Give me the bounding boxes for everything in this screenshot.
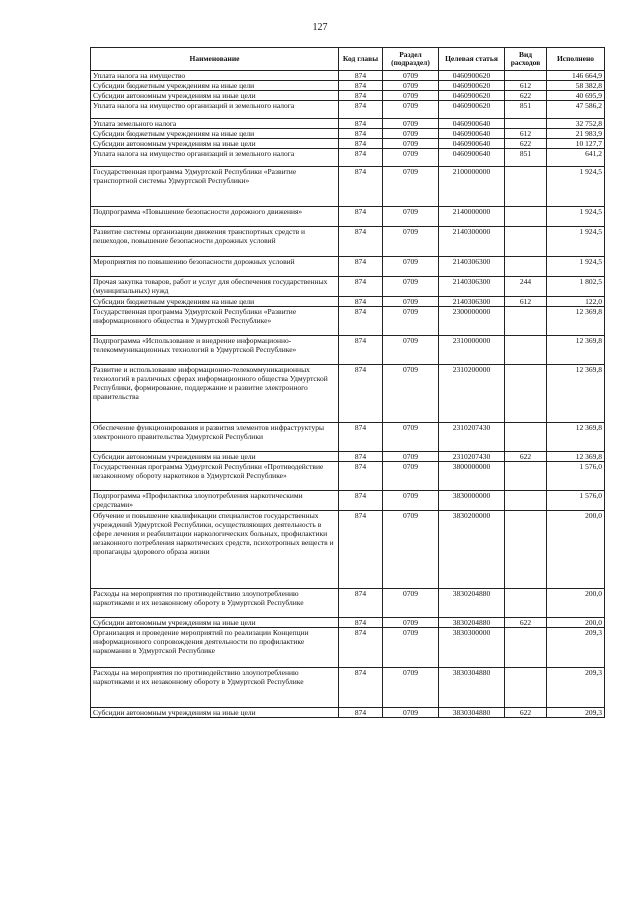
cell-type: 851 <box>505 149 547 167</box>
cell-code: 874 <box>339 129 383 139</box>
cell-code: 874 <box>339 297 383 307</box>
cell-amount: 1 802,5 <box>547 277 605 297</box>
cell-code: 874 <box>339 207 383 227</box>
cell-type <box>505 71 547 81</box>
cell-type <box>505 119 547 129</box>
cell-amount: 32 752,8 <box>547 119 605 129</box>
cell-name: Подпрограмма «Профилактика злоупотребления наркотическими средствами» <box>91 491 339 511</box>
cell-amount: 21 983,9 <box>547 129 605 139</box>
cell-amount: 1 576,0 <box>547 462 605 491</box>
cell-name: Государственная программа Удмуртской Республики «Развитие информационного общества в Удмуртской Республике» <box>91 307 339 336</box>
cell-target: 2310200000 <box>439 365 505 423</box>
cell-section: 0709 <box>383 462 439 491</box>
cell-type <box>505 668 547 708</box>
cell-name: Субсидии автономным учреждениям на иные цели <box>91 91 339 101</box>
cell-target: 3830000000 <box>439 491 505 511</box>
cell-target: 0460900620 <box>439 91 505 101</box>
table-row <box>91 71 605 81</box>
table-row <box>91 167 605 207</box>
cell-amount: 200,0 <box>547 618 605 628</box>
cell-section: 0709 <box>383 101 439 119</box>
cell-amount: 209,3 <box>547 668 605 708</box>
table-row <box>91 589 605 618</box>
cell-name: Государственная программа Удмуртской Республики «Противодействие незаконному обороту наркотиков в Удмуртской Республике» <box>91 462 339 491</box>
cell-name: Субсидии бюджетным учреждениям на иные цели <box>91 129 339 139</box>
cell-code: 874 <box>339 307 383 336</box>
cell-code: 874 <box>339 149 383 167</box>
cell-type <box>505 336 547 365</box>
cell-type <box>505 462 547 491</box>
cell-code: 874 <box>339 139 383 149</box>
budget-execution-table <box>90 47 605 718</box>
cell-type: 622 <box>505 708 547 718</box>
cell-name: Прочая закупка товаров, работ и услуг для обеспечения государственных (муниципальных) нужд <box>91 277 339 297</box>
cell-name: Развитие и использование информационно-телекоммуникационных технологий в различных сферах информационного общества Удмуртской Республики, формирование, поддержание и развитие электронного правительства <box>91 365 339 423</box>
cell-section: 0709 <box>383 336 439 365</box>
cell-code: 874 <box>339 91 383 101</box>
table-row <box>91 277 605 297</box>
cell-type <box>505 307 547 336</box>
cell-target: 3830200000 <box>439 511 505 589</box>
cell-amount: 1 924,5 <box>547 207 605 227</box>
cell-amount: 1 576,0 <box>547 491 605 511</box>
table-row <box>91 297 605 307</box>
table-row <box>91 81 605 91</box>
cell-code: 874 <box>339 491 383 511</box>
header-section: Раздел (подраздел) <box>383 48 439 71</box>
cell-code: 874 <box>339 71 383 81</box>
cell-type <box>505 227 547 257</box>
cell-code: 874 <box>339 81 383 91</box>
cell-target: 0460900640 <box>439 129 505 139</box>
cell-type: 612 <box>505 81 547 91</box>
cell-code: 874 <box>339 277 383 297</box>
cell-type: 622 <box>505 139 547 149</box>
header-executed: Исполнено <box>547 48 605 71</box>
cell-section: 0709 <box>383 139 439 149</box>
cell-target: 0460900640 <box>439 139 505 149</box>
cell-section: 0709 <box>383 207 439 227</box>
cell-name: Субсидии бюджетным учреждениям на иные цели <box>91 297 339 307</box>
cell-amount: 641,2 <box>547 149 605 167</box>
cell-code: 874 <box>339 101 383 119</box>
cell-amount: 1 924,5 <box>547 167 605 207</box>
cell-amount: 209,3 <box>547 628 605 668</box>
table-row <box>91 119 605 129</box>
cell-section: 0709 <box>383 81 439 91</box>
table-body <box>91 71 605 718</box>
cell-amount: 200,0 <box>547 589 605 618</box>
cell-amount: 40 695,9 <box>547 91 605 101</box>
cell-section: 0709 <box>383 71 439 81</box>
cell-section: 0709 <box>383 423 439 452</box>
cell-target: 3830304880 <box>439 708 505 718</box>
cell-amount: 12 369,8 <box>547 452 605 462</box>
cell-name: Уплата земельного налога <box>91 119 339 129</box>
cell-amount: 1 924,5 <box>547 227 605 257</box>
header-type: Вид расходов <box>505 48 547 71</box>
table-row <box>91 708 605 718</box>
table-row <box>91 336 605 365</box>
cell-type: 622 <box>505 618 547 628</box>
cell-amount: 122,0 <box>547 297 605 307</box>
cell-section: 0709 <box>383 307 439 336</box>
table-row <box>91 365 605 423</box>
header-target: Целевая статья <box>439 48 505 71</box>
cell-section: 0709 <box>383 708 439 718</box>
cell-amount: 47 586,2 <box>547 101 605 119</box>
cell-target: 0460900620 <box>439 81 505 91</box>
cell-section: 0709 <box>383 618 439 628</box>
cell-name: Уплата налога на имущество организаций и земельного налога <box>91 149 339 167</box>
cell-section: 0709 <box>383 257 439 277</box>
table-row <box>91 307 605 336</box>
cell-amount: 58 382,8 <box>547 81 605 91</box>
table-row <box>91 91 605 101</box>
table-row <box>91 511 605 589</box>
cell-code: 874 <box>339 708 383 718</box>
cell-target: 3830300000 <box>439 628 505 668</box>
cell-section: 0709 <box>383 511 439 589</box>
cell-name: Уплата налога на имущество <box>91 71 339 81</box>
cell-code: 874 <box>339 336 383 365</box>
cell-type <box>505 207 547 227</box>
cell-code: 874 <box>339 462 383 491</box>
table-row <box>91 423 605 452</box>
cell-amount: 10 127,7 <box>547 139 605 149</box>
table-row <box>91 207 605 227</box>
cell-name: Субсидии автономным учреждениям на иные цели <box>91 139 339 149</box>
cell-amount: 12 369,8 <box>547 307 605 336</box>
table-row <box>91 101 605 119</box>
cell-code: 874 <box>339 365 383 423</box>
cell-target: 3830204880 <box>439 618 505 628</box>
cell-section: 0709 <box>383 119 439 129</box>
cell-name: Мероприятия по повышению безопасности дорожных условий <box>91 257 339 277</box>
cell-target: 2140306300 <box>439 277 505 297</box>
cell-name: Субсидии бюджетным учреждениям на иные цели <box>91 81 339 91</box>
cell-code: 874 <box>339 511 383 589</box>
cell-code: 874 <box>339 423 383 452</box>
cell-target: 2310207430 <box>439 452 505 462</box>
cell-section: 0709 <box>383 491 439 511</box>
cell-type: 622 <box>505 452 547 462</box>
cell-name: Государственная программа Удмуртской Республики «Развитие транспортной системы Удмуртской Республики» <box>91 167 339 207</box>
cell-target: 3830304880 <box>439 668 505 708</box>
cell-section: 0709 <box>383 668 439 708</box>
cell-code: 874 <box>339 119 383 129</box>
page-number: 127 <box>312 22 328 33</box>
cell-type: 851 <box>505 101 547 119</box>
cell-code: 874 <box>339 618 383 628</box>
cell-target: 2310000000 <box>439 336 505 365</box>
cell-type <box>505 511 547 589</box>
cell-code: 874 <box>339 167 383 207</box>
cell-section: 0709 <box>383 277 439 297</box>
cell-amount: 146 664,9 <box>547 71 605 81</box>
cell-section: 0709 <box>383 91 439 101</box>
cell-code: 874 <box>339 227 383 257</box>
cell-target: 2140000000 <box>439 207 505 227</box>
cell-type <box>505 167 547 207</box>
table-row <box>91 462 605 491</box>
cell-type <box>505 491 547 511</box>
cell-name: Расходы на мероприятия по противодействию злоупотреблению наркотиками и их незаконному обороту в Удмуртской Республике <box>91 589 339 618</box>
cell-type: 612 <box>505 129 547 139</box>
cell-code: 874 <box>339 589 383 618</box>
cell-name: Расходы на мероприятия по противодействию злоупотреблению наркотиками и их незаконному обороту в Удмуртской Республике <box>91 668 339 708</box>
cell-type <box>505 257 547 277</box>
table-row <box>91 628 605 668</box>
cell-type: 244 <box>505 277 547 297</box>
table-row <box>91 668 605 708</box>
cell-type: 622 <box>505 91 547 101</box>
cell-target: 2140306300 <box>439 297 505 307</box>
cell-code: 874 <box>339 452 383 462</box>
cell-target: 2100000000 <box>439 167 505 207</box>
cell-target: 3830204880 <box>439 589 505 618</box>
table-row <box>91 618 605 628</box>
cell-type <box>505 365 547 423</box>
header-name: Наименование <box>91 48 339 71</box>
cell-section: 0709 <box>383 628 439 668</box>
table-row <box>91 452 605 462</box>
cell-target: 2140306300 <box>439 257 505 277</box>
cell-name: Обучение и повышение квалификации специалистов государственных учреждений Удмуртской Республики, осуществляющих деятельность в сфере лечения и реабилитации наркологических больных, профилактики незаконного потребления наркотических средств, психотропных веществ и пропаганды здорового образа жизни <box>91 511 339 589</box>
cell-amount: 12 369,8 <box>547 336 605 365</box>
cell-section: 0709 <box>383 589 439 618</box>
cell-target: 3800000000 <box>439 462 505 491</box>
cell-name: Субсидии автономным учреждениям на иные цели <box>91 618 339 628</box>
cell-name: Подпрограмма «Повышение безопасности дорожного движения» <box>91 207 339 227</box>
cell-code: 874 <box>339 257 383 277</box>
cell-target: 0460900640 <box>439 149 505 167</box>
cell-name: Обеспечение функционирования и развития элементов инфраструктуры электронного правительства Удмуртской Республики <box>91 423 339 452</box>
table-row <box>91 491 605 511</box>
cell-target: 2310207430 <box>439 423 505 452</box>
cell-name: Субсидии автономным учреждениям на иные цели <box>91 452 339 462</box>
cell-section: 0709 <box>383 227 439 257</box>
table-row <box>91 129 605 139</box>
cell-type <box>505 628 547 668</box>
cell-target: 0460900620 <box>439 71 505 81</box>
cell-name: Субсидии автономным учреждениям на иные цели <box>91 708 339 718</box>
cell-name: Организация и проведение мероприятий по реализации Концепции информационного сопровождения деятельности по профилактике наркомании в Удмуртской Республике <box>91 628 339 668</box>
cell-section: 0709 <box>383 129 439 139</box>
cell-type: 612 <box>505 297 547 307</box>
cell-code: 874 <box>339 628 383 668</box>
table-row <box>91 139 605 149</box>
header-code: Код главы <box>339 48 383 71</box>
cell-amount: 1 924,5 <box>547 257 605 277</box>
cell-amount: 12 369,8 <box>547 423 605 452</box>
table-header-row <box>91 48 605 71</box>
cell-section: 0709 <box>383 167 439 207</box>
table-row <box>91 227 605 257</box>
cell-amount: 209,3 <box>547 708 605 718</box>
cell-target: 2300000000 <box>439 307 505 336</box>
cell-type <box>505 423 547 452</box>
cell-amount: 200,0 <box>547 511 605 589</box>
cell-name: Развитие системы организации движения транспортных средств и пешеходов, повышение безопасности дорожных условий <box>91 227 339 257</box>
cell-target: 0460900640 <box>439 119 505 129</box>
cell-target: 2140300000 <box>439 227 505 257</box>
cell-section: 0709 <box>383 297 439 307</box>
cell-section: 0709 <box>383 452 439 462</box>
cell-section: 0709 <box>383 149 439 167</box>
cell-target: 0460900620 <box>439 101 505 119</box>
cell-type <box>505 589 547 618</box>
table-row <box>91 257 605 277</box>
cell-section: 0709 <box>383 365 439 423</box>
cell-code: 874 <box>339 668 383 708</box>
cell-name: Подпрограмма «Использование и внедрение информационно-телекоммуникационных технологий в Удмуртской Республике» <box>91 336 339 365</box>
cell-amount: 12 369,8 <box>547 365 605 423</box>
cell-name: Уплата налога на имущество организаций и земельного налога <box>91 101 339 119</box>
table-row <box>91 149 605 167</box>
